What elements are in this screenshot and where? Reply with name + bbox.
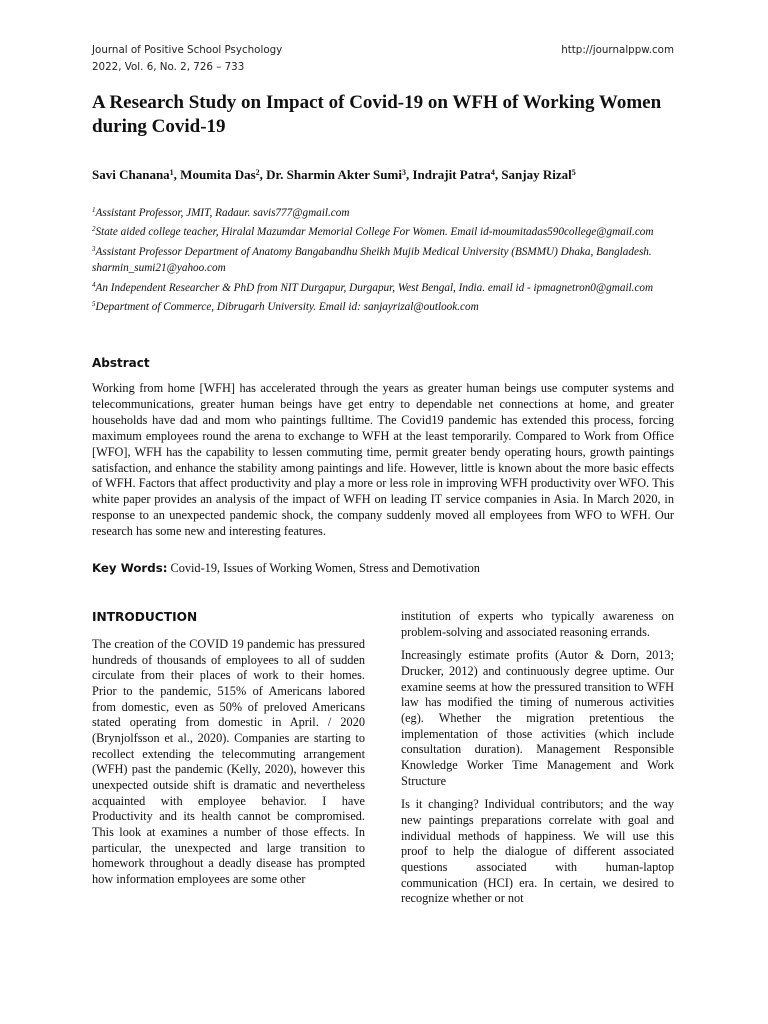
affiliation: $^3$Assistant Professor Department of Anatomy Bangabandhu Sheikh Mujib Medical University (BSMMU) Dhaka, Bangladesh. sharmin_sumi21@yahoo.com bbox=[92, 244, 652, 275]
keywords-text: Covid-19, Issues of Working Women, Stress and Demotivation bbox=[167, 561, 480, 575]
body-paragraph: institution of experts who typically awareness on problem-solving and associated reasoning errands. bbox=[401, 609, 674, 639]
right-column bbox=[401, 609, 674, 915]
author: Sanjay Rizal$^5$ bbox=[501, 167, 576, 182]
abstract-text: Working from home [WFH] has accelerated through the years as greater human beings use computer systems and telecommunications, greater human beings have get entry to dependable net connections at home, and greater households have dad and mom who paintings fulltime. The Covid19 pandemic has extended this process, forcing maximum employees round the arena to exchange to WFH at the least temporarily. Compared to Work from Office [WFO], WFH has the capability to lessen commuting time, permit greater bendy operating hours, growth paintings satisfaction, and enhance the stability among paintings and life. However, little is known about the more basic effects of WFH. Factors that affect productivity and play a more or less role in improving WFH productivity over WFO. This white paper provides an analysis of the impact of WFH on leading IT service companies in Asia. In March 2020, in response to an unexpected pandemic shock, the company suddenly moved all employees from WFO to WFH. Our research has some new and interesting features. bbox=[92, 381, 674, 539]
affiliation: $^2$State aided college teacher, Hiralal Mazumdar Memorial College For Women. Email id-moumitadas590college@gmail.com bbox=[92, 225, 654, 239]
left-column bbox=[92, 609, 365, 896]
body-paragraph: Is it changing? Individual contributors; and the way new paintings preparations correlate with goal and individual methods of happiness. We will use this proof to help the dialogue of different associated questions associated with human-laptop communication (HCI) era. In certain, we desired to recognize whether or not bbox=[401, 797, 674, 906]
journal-name: Journal of Positive School Psychology bbox=[92, 44, 283, 56]
journal-url[interactable]: http://journalppw.com bbox=[561, 44, 674, 56]
affiliation: $^5$Department of Commerce, Dibrugarh University. Email id: sanjayrizal@outlook.com bbox=[92, 300, 479, 314]
author: Indrajit Patra$^4$ bbox=[412, 167, 495, 182]
author: Dr. Sharmin Akter Sumi$^3$ bbox=[266, 167, 406, 182]
author-list: Savi Chanana$^1$, Moumita Das$^2$, Dr. Sharmin Akter Sumi$^3$, Indrajit Patra$^4$, Sanjay Rizal$^5$ bbox=[92, 167, 576, 182]
paper-title: A Research Study on Impact of Covid-19 on WFH of Working Women during Covid-19 bbox=[92, 92, 662, 137]
abstract-heading: Abstract bbox=[92, 356, 150, 370]
introduction-heading: INTRODUCTION bbox=[92, 610, 198, 624]
author: Moumita Das$^2$ bbox=[180, 167, 260, 182]
running-header bbox=[92, 42, 674, 76]
citation-info: 2022, Vol. 6, No. 2, 726 – 733 bbox=[92, 61, 245, 73]
body-paragraph: The creation of the COVID 19 pandemic has pressured hundreds of thousands of employees to all of sudden circulate from their places of work to their homes. Prior to the pandemic, 515% of Americans labored from domestic, even as 50% of preloved Americans stated operating from domestic in April. / 2020 (Brynjolfsson et al., 2020). Companies are starting to recollect extending the telecommuting arrangement (WFH) past the pandemic (Kelly, 2020), however this unexpected outside shift is dramatic and nevertheless acquainted with employee behavior. I have Productivity and its health cannot be compromised. This look at examines a number of those effects. In particular, the unexpected and large transition to homework throughout a deadly disease has prompted how information employees are some other bbox=[92, 637, 365, 886]
affiliations bbox=[92, 202, 674, 315]
keywords bbox=[92, 560, 674, 576]
body-paragraph: Increasingly estimate profits (Autor & Dorn, 2013; Drucker, 2012) and continuously degree uptime. Our examine seems at how the pressured transition to WFH law has modified the timing of numerous activities (eg). Whether the migration pretentious the implementation of those activities (which include consultation duration). Management Responsible Knowledge Worker Time Management and Work Structure bbox=[401, 648, 674, 788]
affiliation: $^1$Assistant Professor, JMIT, Radaur. savis777@gmail.com bbox=[92, 206, 350, 219]
author: Savi Chanana$^1$ bbox=[92, 167, 174, 182]
keywords-label: Key Words: bbox=[92, 561, 168, 575]
affiliation: $^4$An Independent Researcher & PhD from NIT Durgapur, Durgapur, West Bengal, India. email id - ipmagnetron0@gmail.com bbox=[92, 280, 654, 294]
